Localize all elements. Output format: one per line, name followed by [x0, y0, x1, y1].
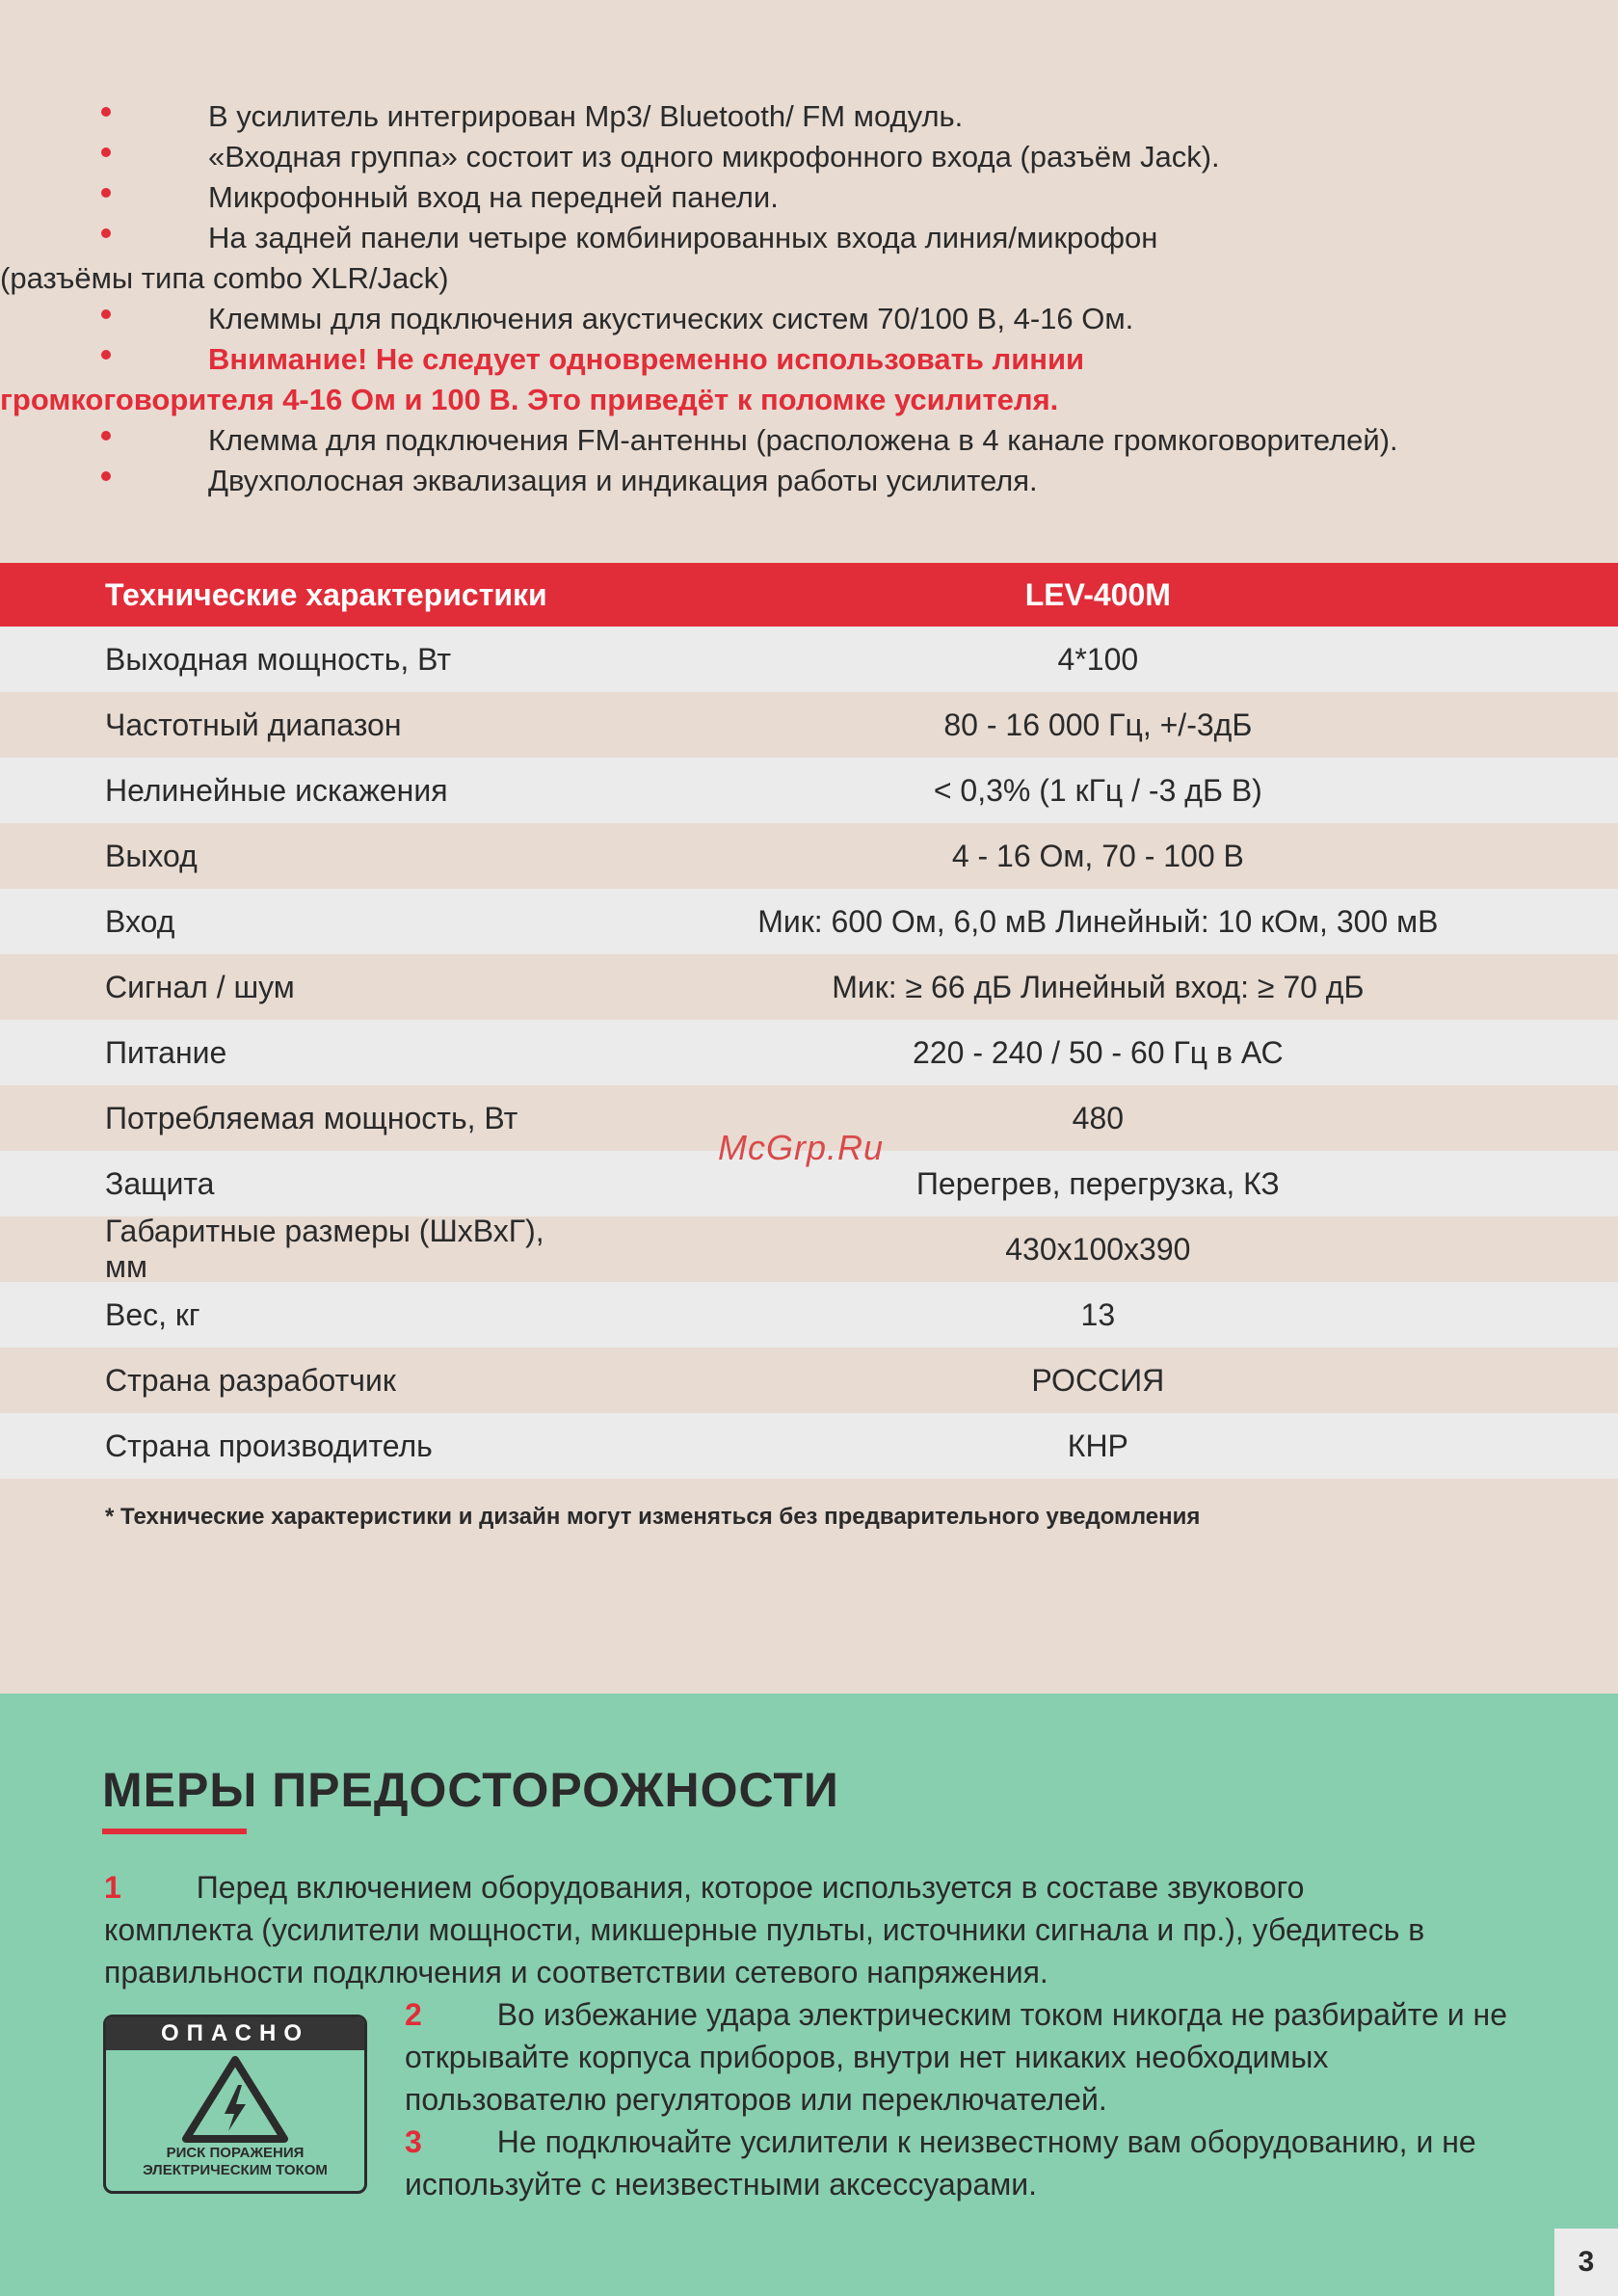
bullet-icon — [101, 309, 111, 319]
precaution-item-3 — [405, 2121, 1561, 2205]
table-row — [0, 1216, 1618, 1282]
feature-item — [0, 137, 1618, 177]
spec-label: Габаритные размеры (ШхВхГ), мм — [105, 1214, 544, 1284]
bullet-icon — [101, 228, 111, 238]
spec-value: 13 — [1080, 1296, 1116, 1332]
spec-table — [0, 563, 1618, 1479]
bullet-icon — [101, 188, 111, 198]
feature-item — [0, 420, 1618, 461]
spec-value: КНР — [1067, 1428, 1128, 1463]
table-row — [0, 627, 1618, 692]
spec-value: 4 - 16 Ом, 70 - 100 В — [951, 838, 1244, 873]
feature-text-continuation: громкоговорителя 4-16 Ом и 100 В. Это приведёт к поломке усилителя. — [0, 383, 1059, 416]
spec-label: Нелинейные искажения — [105, 772, 448, 808]
feature-item — [0, 461, 1618, 501]
spec-label: Сигнал / шум — [105, 969, 295, 1004]
spec-value: 4*100 — [1057, 641, 1139, 677]
precaution-item-2 — [405, 1993, 1513, 2121]
spec-value: 220 - 240 / 50 - 60 Гц в АС — [913, 1034, 1284, 1070]
feature-text: «Входная группа» состоит из одного микрофонного входа (разъём Jack). — [208, 140, 1220, 174]
bullet-icon — [101, 431, 111, 441]
spec-label: Вес, кг — [105, 1296, 200, 1332]
danger-caption-line-2: ЭЛЕКТРИЧЕСКИМ ТОКОМ — [143, 2162, 328, 2178]
precaution-text: Не подключайте усилители к неизвестному вам оборудованию, и не используйте с неизвестными аксессуарами. — [405, 2124, 1476, 2202]
precaution-number: 3 — [405, 2124, 422, 2159]
spec-label: Вход — [105, 903, 175, 939]
spec-value: 80 - 16 000 Гц, +/-3дБ — [943, 707, 1253, 742]
table-row — [0, 692, 1618, 758]
page-number: 3 — [1554, 2229, 1618, 2296]
spec-value: РОССИЯ — [1031, 1362, 1165, 1398]
feature-item — [0, 339, 1618, 420]
danger-sign-title: ОПАСНО — [106, 2017, 364, 2050]
feature-item — [0, 218, 1618, 299]
spec-label: Питание — [105, 1034, 227, 1070]
table-row — [0, 889, 1618, 954]
spec-header-label: Технические характеристики — [105, 576, 547, 612]
danger-sign — [103, 2015, 367, 2194]
table-row — [0, 1020, 1618, 1085]
spec-value: Мик: 600 Ом, 6,0 мВ Линейный: 10 кОм, 300 мВ — [757, 903, 1439, 939]
spec-label: Потребляемая мощность, Вт — [105, 1100, 518, 1135]
precaution-text: Перед включением оборудования, которое используется в составе звукового комплекта (усилители мощности, микшерные пульты, источники сигнала и пр.), убедитесь в правильности подключения и соответствии сетевого напряжения. — [104, 1870, 1425, 1989]
spec-table-header — [0, 563, 1618, 627]
table-row — [0, 1282, 1618, 1348]
feature-item — [0, 299, 1618, 339]
spec-label: Страна производитель — [105, 1428, 433, 1463]
spec-value: < 0,3% (1 кГц / -3 дБ В) — [933, 772, 1262, 808]
feature-item — [0, 177, 1618, 218]
danger-caption-line-1: РИСК ПОРАЖЕНИЯ — [166, 2145, 305, 2161]
spec-header-model: LEV-400M — [1024, 576, 1171, 612]
spec-label: Защита — [105, 1165, 215, 1201]
feature-text-continuation: (разъёмы типа combo XLR/Jack) — [0, 261, 449, 295]
precaution-number: 2 — [405, 1997, 422, 2032]
precaution-number: 1 — [104, 1870, 121, 1905]
title-underline — [102, 1829, 247, 1834]
bullet-icon — [101, 107, 111, 117]
spec-value: 480 — [1072, 1100, 1125, 1135]
bullet-icon — [101, 471, 111, 481]
table-row — [0, 954, 1618, 1020]
feature-text: Двухполосная эквализация и индикация работы усилителя. — [208, 464, 1038, 497]
table-row — [0, 1348, 1618, 1413]
table-row — [0, 1413, 1618, 1479]
feature-item — [0, 96, 1618, 137]
spec-label: Выход — [105, 838, 198, 873]
feature-text: Внимание! Не следует одновременно использовать линии — [208, 342, 1085, 376]
precaution-item-1 — [104, 1866, 1453, 1993]
feature-text: Микрофонный вход на передней панели. — [208, 180, 779, 214]
spec-value: 430х100х390 — [1005, 1231, 1191, 1267]
high-voltage-icon — [182, 2056, 288, 2143]
spec-value: Перегрев, перегрузка, КЗ — [915, 1165, 1280, 1201]
danger-sign-caption — [106, 2145, 364, 2179]
spec-footnote: * Технические характеристики и дизайн могут изменяться без предварительного уведомления — [105, 1504, 1201, 1530]
feature-list — [0, 96, 1618, 501]
bullet-icon — [101, 147, 111, 157]
bullet-icon — [101, 350, 111, 360]
spec-label: Частотный диапазон — [105, 707, 402, 742]
feature-text: Клеммы для подключения акустических систем 70/100 В, 4-16 Ом. — [208, 302, 1134, 335]
feature-text: На задней панели четыре комбинированных входа линия/микрофон — [208, 221, 1158, 254]
table-row — [0, 758, 1618, 823]
spec-value: Мик: ≥ 66 дБ Линейный вход: ≥ 70 дБ — [832, 969, 1365, 1004]
feature-text: В усилитель интегрирован Mp3/ Bluetooth/ FM модуль. — [208, 99, 964, 133]
spec-label: Страна разработчик — [105, 1362, 396, 1398]
watermark: McGrp.Ru — [718, 1128, 885, 1167]
precautions-title: МЕРЫ ПРЕДОСТОРОЖНОСТИ — [102, 1763, 839, 1817]
spec-label: Выходная мощность, Вт — [105, 641, 452, 677]
feature-text: Клемма для подключения FM-антенны (расположена в 4 канале громкоговорителей). — [208, 423, 1398, 457]
precaution-text: Во избежание удара электрическим током никогда не разбирайте и не открывайте корпуса приборов, внутри нет никаких необходимых пользователю регуляторов или переключателей. — [405, 1997, 1507, 2117]
table-row — [0, 823, 1618, 889]
